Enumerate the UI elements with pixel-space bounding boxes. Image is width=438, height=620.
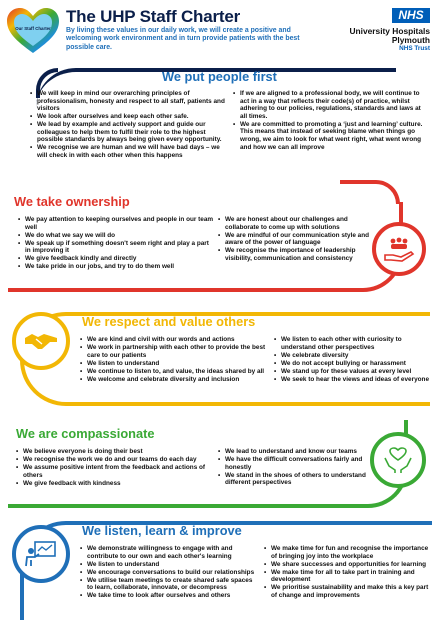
list-item: • We give feedback with kindness <box>16 480 216 488</box>
learning-board-icon <box>12 525 70 583</box>
list-item: • We continue to listen to, and value, the ideas shared by all <box>80 368 270 376</box>
heart-logo-text: Our Staff Charter <box>15 26 51 31</box>
list-item: • We do not accept bullying or harassment <box>274 360 432 368</box>
section-listen-learn <box>0 515 438 620</box>
section-right-list <box>264 545 434 600</box>
list-item: • We listen to understand <box>80 561 260 569</box>
rainbow-heart-logo <box>5 6 61 56</box>
page-subtitle: By living these values in our daily work, we will create a positive and welcoming work environment and in turn provide patients with the best possible care. <box>66 27 300 51</box>
list-item: • We seek to hear the views and ideas of everyone <box>274 376 432 384</box>
list-item: • We are honest about our challenges and collaborate to come up with solutions <box>218 216 370 231</box>
list-item: • We make time for all to take part in training and development <box>264 569 434 584</box>
org-name-line1: University Hospitals <box>349 26 430 36</box>
list-item: • We demonstrate willingness to engage with and contribute to our own and each other's learning <box>80 545 260 560</box>
list-item: • If we are aligned to a professional body, we will continue to act in a way that reflects their code(s) of practice, whilst adhering to our policies, regulations, standards and laws at all times. <box>233 90 429 120</box>
org-name-line2: Plymouth <box>391 35 430 45</box>
section-respect <box>0 302 438 412</box>
list-item: • We utilise team meetings to create shared safe spaces to learn, collaborate, innovate, or decompress <box>80 577 260 592</box>
list-item: • We assume positive intent from the feedback and actions of others <box>16 464 216 479</box>
section-title: We put people first <box>162 69 277 84</box>
org-name-line3: NHS Trust <box>399 45 430 52</box>
section-right-list <box>274 336 432 384</box>
list-item: • We celebrate diversity <box>274 352 432 360</box>
section-title: We are compassionate <box>16 426 155 441</box>
heart-hands-icon <box>370 432 426 488</box>
list-item: • We do what we say we will do <box>18 232 216 240</box>
list-item: • We have the difficult conversations fairly and honestly <box>218 456 368 471</box>
list-item: • We make time for fun and recognise the importance of bringing joy into the workplace <box>264 545 434 560</box>
section-left-list <box>30 90 230 160</box>
list-item: • We stand in the shoes of others to understand different perspectives <box>218 472 368 487</box>
handshake-icon <box>12 312 70 370</box>
section-title: We listen, learn & improve <box>82 523 242 538</box>
list-item: • We prioritise sustainability and make this a key part of change and improvements <box>264 584 434 599</box>
section-left-list <box>80 336 270 384</box>
list-item: • We share successes and opportunities for learning <box>264 561 434 569</box>
list-item: • We take pride in our jobs, and try to do them well <box>18 263 216 271</box>
list-item: • We recognise we are human and we will have bad days – we will check in with each other when this happens <box>30 144 230 159</box>
section-compassionate <box>0 416 438 512</box>
list-item: • We welcome and celebrate diversity and inclusion <box>80 376 270 384</box>
list-item: • We listen to each other with curiosity to understand other perspectives <box>274 336 432 351</box>
list-item: • We believe everyone is doing their best <box>16 448 216 456</box>
list-item: • We listen to understand <box>80 360 270 368</box>
list-item: • We are kind and civil with our words and actions <box>80 336 270 344</box>
list-item: • We encourage conversations to build our relationships <box>80 569 260 577</box>
list-item: • We recognise the importance of leadership visibility, communication and consistency <box>218 247 370 262</box>
header <box>0 0 438 60</box>
list-item: • We speak up if something doesn't seem right and play a part in improving it <box>18 240 216 255</box>
list-item: • We will keep in mind our overarching principles of professionalism, honesty and respect to all staff, patients and visitors <box>30 90 230 113</box>
nhs-logo: NHS <box>392 8 430 23</box>
list-item: • We are mindful of our communication style and aware of the power of language <box>218 232 370 247</box>
section-right-list <box>233 90 429 152</box>
section-ownership <box>0 180 438 298</box>
section-left-list <box>80 545 260 600</box>
section-border <box>340 180 400 204</box>
section-right-list <box>218 216 370 263</box>
list-item: • We recognise the work we do and our teams do each day <box>16 456 216 464</box>
section-people-first <box>0 58 438 176</box>
list-item: • We stand up for these values at every level <box>274 368 432 376</box>
list-item: • We work in partnership with each other to provide the best care to our patients <box>80 344 270 359</box>
section-title: We respect and value others <box>82 314 256 329</box>
list-item: • We pay attention to keeping ourselves and people in our team well <box>18 216 216 231</box>
section-right-list <box>218 448 368 487</box>
list-item: • We take time to look after ourselves and others <box>80 592 260 600</box>
page-title: The UHP Staff Charter <box>66 7 241 26</box>
list-item: • We lead to understand and know our teams <box>218 448 368 456</box>
list-item: • We lead by example and actively support and guide our colleagues to help them to fulfil their role to the highest possible standards by always being given every opportunity. <box>30 121 230 144</box>
list-item: • We give feedback kindly and directly <box>18 255 216 263</box>
section-left-list <box>16 448 216 488</box>
list-item: • We look after ourselves and keep each other safe. <box>30 113 230 121</box>
list-item: • We are committed to promoting a ‘just and learning’ culture. This means that instead of seeking blame when things go wrong, we aim to look for what went right, what went wrong and how we can all improve <box>233 121 429 151</box>
section-title: We take ownership <box>14 194 130 209</box>
hand-holding-people-icon <box>372 222 426 276</box>
section-left-list <box>18 216 216 271</box>
